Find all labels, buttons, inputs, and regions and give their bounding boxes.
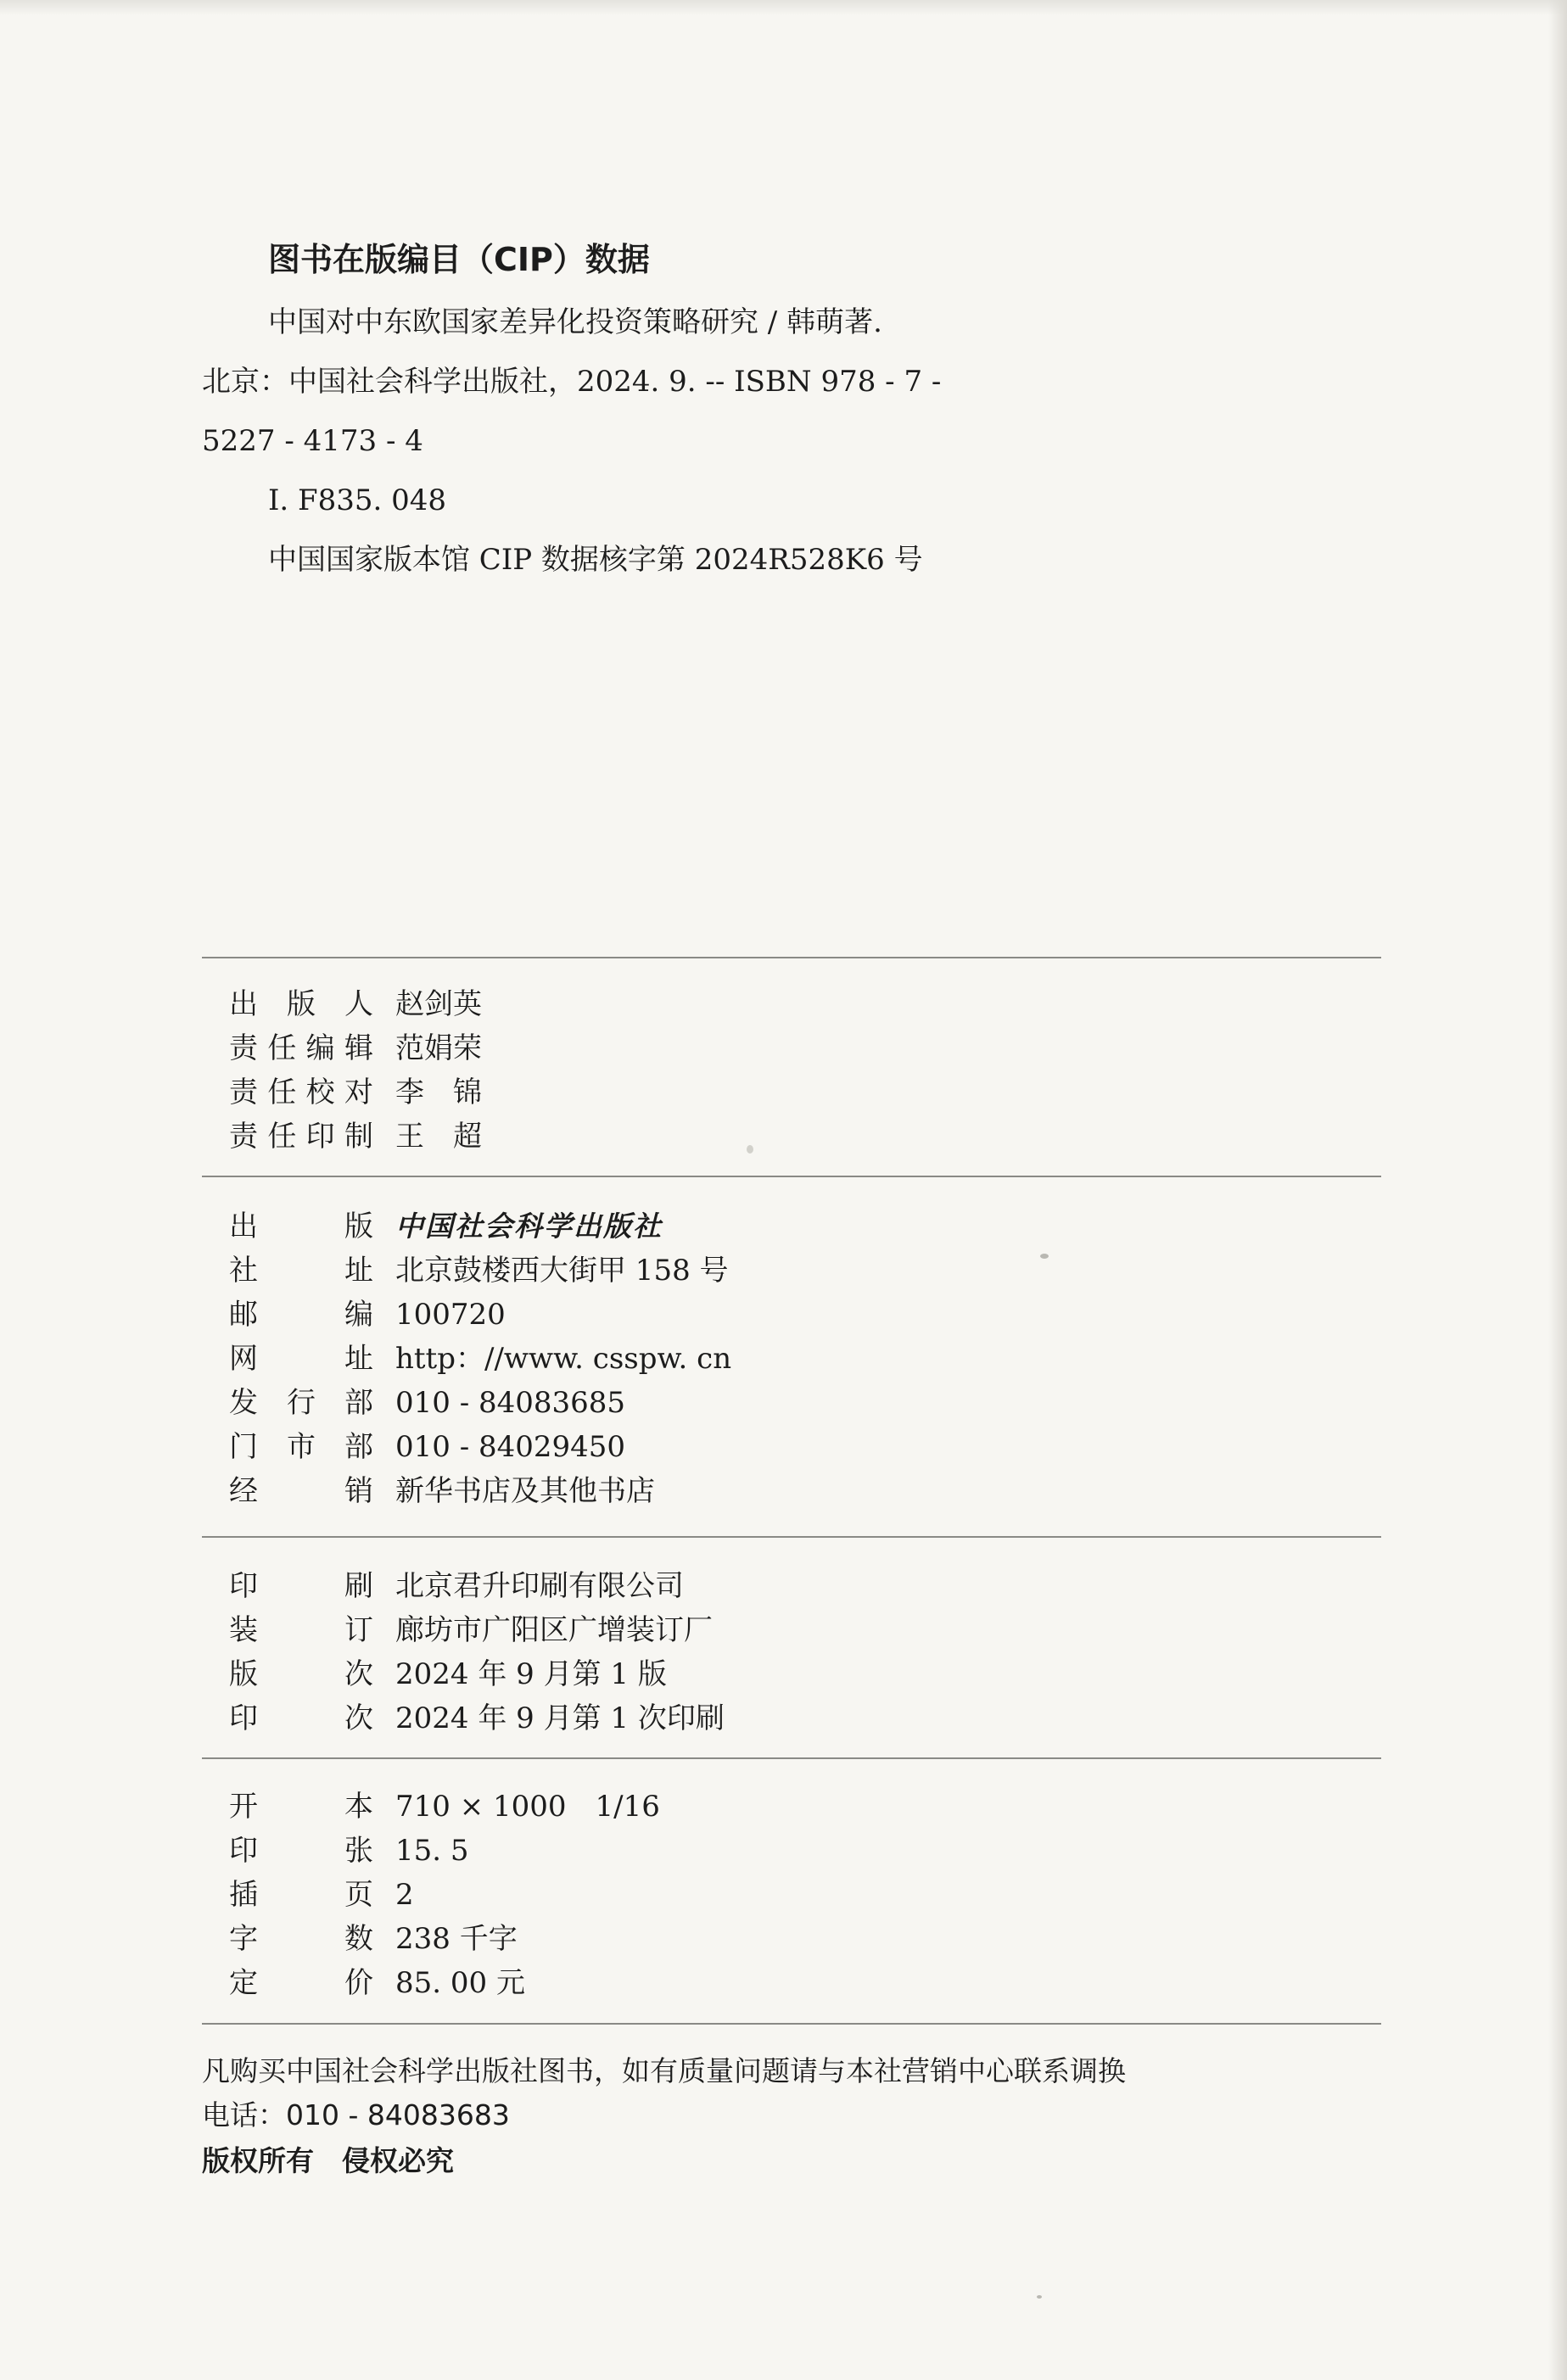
row-label — [229, 1471, 373, 1511]
divider — [202, 1176, 1381, 1177]
row-label-char: 装 — [229, 1613, 258, 1647]
page-edge-shadow-right — [1548, 0, 1567, 2380]
row-label — [229, 1250, 373, 1291]
row-label-char: 经 — [229, 1474, 258, 1508]
row-value: 赵剑英 — [395, 987, 482, 1021]
row-label — [229, 1786, 373, 1827]
row-label-char: 销 — [344, 1474, 373, 1508]
row-label-char: 订 — [344, 1613, 373, 1647]
row-label-char: 次 — [344, 1701, 373, 1735]
row-label — [229, 1963, 373, 2003]
row-label-char: 版 — [344, 1210, 373, 1243]
row-label-char: 印 — [229, 1569, 258, 1603]
row-label — [229, 1206, 373, 1247]
row-value: 李 锦 — [395, 1075, 482, 1109]
print-speck — [1040, 1254, 1049, 1259]
row-label-char: 发 — [229, 1386, 258, 1420]
row-label-char: 对 — [344, 1075, 373, 1109]
row-label-char: 市 — [287, 1430, 316, 1464]
row-label-char: 字 — [229, 1922, 258, 1956]
row-label-char: 本 — [344, 1790, 373, 1824]
row-value: 廊坊市广阳区广增装订厂 — [395, 1613, 713, 1647]
row-label — [229, 984, 373, 1025]
print-speck — [747, 1145, 753, 1154]
copyright-notice: 版权所有 侵权必究 — [202, 2144, 454, 2177]
row-label-char: 任 — [267, 1075, 297, 1109]
row-value: 新华书店及其他书店 — [395, 1474, 655, 1508]
row-label-char: 责 — [229, 1031, 258, 1065]
divider — [202, 1536, 1381, 1538]
row-label-char: 次 — [344, 1657, 373, 1691]
row-value: 2024 年 9 月第 1 次印刷 — [395, 1701, 725, 1735]
row-value: 王 超 — [395, 1120, 482, 1154]
row-value: 2024 年 9 月第 1 版 — [395, 1657, 667, 1691]
row-label — [229, 1072, 373, 1113]
contact-phone: 电话：010 - 84083683 — [202, 2098, 510, 2131]
row-value: 北京鼓楼西大街甲 158 号 — [395, 1254, 729, 1288]
row-value: 710 × 1000 1/16 — [395, 1790, 660, 1824]
row-label-char: 版 — [287, 987, 316, 1021]
row-value: 15. 5 — [395, 1834, 469, 1868]
cip-classification: Ⅰ. F835. 048 — [268, 483, 447, 517]
row-value: 238 千字 — [395, 1922, 518, 1956]
row-label-char: 任 — [267, 1120, 297, 1154]
row-value: 010 - 84029450 — [395, 1430, 626, 1464]
row-label-char: 刷 — [344, 1569, 373, 1603]
row-label — [229, 1610, 373, 1651]
cip-record-number: 中国国家版本馆 CIP 数据核字第 2024R528K6 号 — [268, 543, 923, 577]
row-label-char: 部 — [344, 1430, 373, 1464]
row-value: 010 - 84083685 — [395, 1386, 626, 1420]
row-value: 2 — [395, 1878, 414, 1912]
print-speck — [1037, 2295, 1042, 2299]
row-label-char: 印 — [305, 1120, 335, 1154]
cip-book-title-line: 中国对中东欧国家差异化投资策略研究 / 韩萌著. — [268, 305, 882, 339]
cip-isbn-continuation: 5227 - 4173 - 4 — [202, 424, 423, 458]
row-label-char: 人 — [344, 987, 373, 1021]
row-value: 100720 — [395, 1298, 506, 1332]
quality-notice: 凡购买中国社会科学出版社图书，如有质量问题请与本社营销中心联系调换 — [202, 2054, 1126, 2087]
row-label-char: 出 — [229, 1210, 258, 1243]
row-label-char: 部 — [344, 1386, 373, 1420]
row-label-char: 页 — [344, 1878, 373, 1912]
row-label-char: 邮 — [229, 1298, 258, 1332]
row-label-char: 校 — [305, 1075, 335, 1109]
row-label-char: 编 — [305, 1031, 335, 1065]
row-label-char: 定 — [229, 1966, 258, 2000]
row-value: 85. 00 元 — [395, 1966, 525, 2000]
row-label — [229, 1566, 373, 1606]
row-value: 北京君升印刷有限公司 — [395, 1569, 684, 1603]
row-label — [229, 1654, 373, 1695]
row-label-char: 编 — [344, 1298, 373, 1332]
row-value: 中国社会科学出版社 — [395, 1210, 663, 1243]
row-label — [229, 1028, 373, 1069]
row-label — [229, 1919, 373, 1959]
row-label-char: 版 — [229, 1657, 258, 1691]
row-value: http：//www. csspw. cn — [395, 1342, 732, 1376]
row-label-char: 印 — [229, 1701, 258, 1735]
cip-publication-line: 北京：中国社会科学出版社，2024. 9. -- ISBN 978 - 7 - — [202, 365, 942, 399]
row-label — [229, 1830, 373, 1871]
cip-title: 图书在版编目（CIP）数据 — [268, 241, 650, 278]
divider — [202, 2023, 1381, 2025]
row-label — [229, 1874, 373, 1915]
row-label-char: 门 — [229, 1430, 258, 1464]
row-label-char: 社 — [229, 1254, 258, 1288]
row-label — [229, 1698, 373, 1739]
row-label-char: 开 — [229, 1790, 258, 1824]
row-label-char: 制 — [344, 1120, 373, 1154]
divider — [202, 1757, 1381, 1759]
row-label-char: 张 — [344, 1834, 373, 1868]
row-label-char: 辑 — [344, 1031, 373, 1065]
row-label — [229, 1116, 373, 1157]
row-label-char: 出 — [229, 987, 258, 1021]
row-label-char: 址 — [344, 1254, 373, 1288]
row-label-char: 价 — [344, 1966, 373, 2000]
row-label-char: 任 — [267, 1031, 297, 1065]
row-label-char: 行 — [287, 1386, 316, 1420]
row-label-char: 责 — [229, 1120, 258, 1154]
page-edge-shadow-top — [0, 0, 1567, 15]
row-label — [229, 1338, 373, 1379]
row-label — [229, 1294, 373, 1335]
row-label — [229, 1427, 373, 1467]
row-label-char: 数 — [344, 1922, 373, 1956]
row-label — [229, 1383, 373, 1423]
row-label-char: 网 — [229, 1342, 258, 1376]
row-label-char: 址 — [344, 1342, 373, 1376]
divider — [202, 957, 1381, 958]
row-label-char: 责 — [229, 1075, 258, 1109]
row-label-char: 插 — [229, 1878, 258, 1912]
row-label-char: 印 — [229, 1834, 258, 1868]
row-value: 范娟荣 — [395, 1031, 482, 1065]
